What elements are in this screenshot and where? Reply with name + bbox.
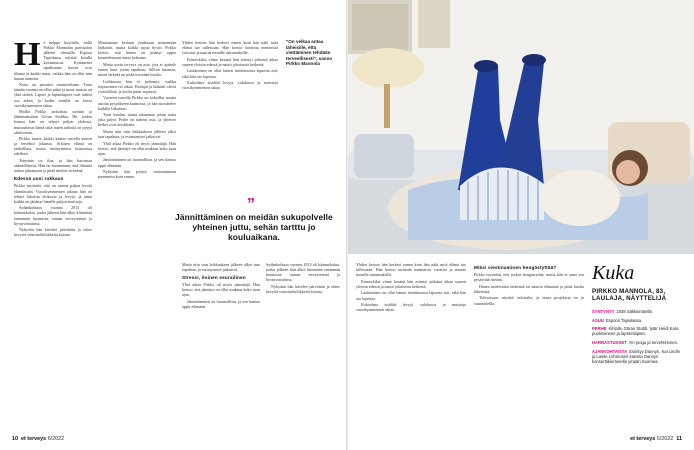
paragraph: Yhtä aikaa Pirkko oli myös jännittäjä. Hän kertoo, että jännitys on ollut mukana koko uran ajan.	[182, 282, 260, 298]
paragraph: Laulaminen on ollut hänen intohimonsa lapsesta asti, eikä hän aio lopettaa.	[182, 68, 278, 79]
article-column-6	[356, 262, 466, 432]
brand-name: et terveys	[21, 436, 47, 442]
paragraph: Nykyään hän pystyy rentoutumaan paremmin kuin ennen.	[98, 169, 176, 180]
paragraph: Mollia Pirkko tarkoittaa itseään ja lähimmäistään Göran Stubbia. He, joiden kanssa hän on tehnyt paljon yhdessä, muistuttavat häntä siitä miten tärkeää on pysyä aktiivisena.	[14, 109, 92, 135]
paragraph: Mutta usein terveys on asia, jota ei ajattele ennen kuin jotain tapahtuu. Silloin huomaa, miten tärkeää on pitää itsestään huolta.	[98, 61, 176, 78]
intro-paragraph: e helppo kuvitella, millä Pirkko Mannolan pariskalon jälkeen olemalla Espoon Tapiolassa näyttää kotalla kuvaamassa. Kymmenet tapahtumat kuvan ovat tilanne ja kaikki muut, vaikka hän on ollut niin kauan tunnettu.	[14, 40, 92, 81]
photo-caption: ”On velkaa antaa läheisille, että viettäminen tehdään terveellisesti”, sanoo Pirkko Mannola	[286, 39, 333, 67]
article-column-5	[266, 262, 340, 432]
article-column-4	[182, 262, 260, 432]
paragraph: Yhtä aikaa Pirkko oli myös jännittäjä. Hän kertoo, että jännitys on ollut mukana koko uran ajan.	[98, 140, 176, 156]
paragraph: Kokoelma sisältää levyjä, valokuvia ja muistoja vuosikymmenten takaa.	[182, 80, 278, 91]
fact-text: Esiintyy Dannyn, Kai Lindin ja Lasse Lehmusen kanssa Dannyn konserttikiertueella ympäri Suomea.	[592, 348, 680, 365]
fact-text: Espoon Tapiolassa.	[605, 317, 643, 323]
bio-name: PIRKKO MANNOLA, 83, LAULAJA, NÄYTTELIJÄ	[592, 288, 667, 303]
paragraph: Nykyään hän kävelee päivittäin ja tekee kevyitä voimisteluliikkeitä kotona.	[14, 227, 92, 238]
paragraph: Mutta niin vain leikkauksen jälkeen alkoi taas tapahtua, ja esiintymiset jatkuivat.	[98, 129, 176, 140]
paragraph: Pirkko myöntää, että on saanut paljon hyvää elämässään. Vuosikymmenten aikana hän on tehnyt lukuisia elokuvia ja levyjä, ja tämä kaikki on jättänyt hänelle paljon muistoja.	[14, 183, 92, 204]
fact-label: AJANKOHTAISTA	[592, 348, 628, 354]
article-column-1	[14, 40, 92, 432]
issue-number: 6/2022	[47, 436, 65, 442]
bio-fact	[592, 309, 684, 314]
subheading: Edessä uusi rukkaus	[14, 176, 64, 182]
paragraph: Kokoelma sisältää levyjä, valokuvia ja muistoja vuosikymmenten takaa.	[356, 302, 466, 313]
fact-text: Yin-jooga ja tervehtiminen.	[628, 340, 679, 346]
bio-fact	[592, 318, 684, 323]
bio-fact	[592, 326, 684, 336]
page-number: 10	[12, 436, 18, 442]
subheading: Stressi, iloinen seurailinen	[182, 275, 246, 281]
paragraph: Jännittäminen on luonnollista, ja sen kanssa oppii elämään.	[98, 157, 176, 168]
paragraph: Tulevaisuus näyttää valoisalta, ja uusia projekteja on jo suunnitteilla.	[474, 295, 584, 306]
paragraph: Notta on paratiisi suunniteltuna. Tuttu tänään vuonna on ollut pitkä ja moni muisto on yhtä tärkeä. Lapset ja lapsenlapset ovat tärkeä osa arkea, ja kodin seinillä on kuvia vuosikymmenten takaa.	[14, 82, 92, 108]
paragraph: Nykyään hän kävelee päivittäin ja tekee kevyitä voimisteluliikkeitä kotona.	[266, 283, 340, 294]
fact-label: ASUU	[592, 317, 604, 323]
fact-label: HARRASTUKSET	[592, 340, 627, 346]
paragraph: Pirkko myöntää, että joskus hengästyttää, mutta hän ei anna sen pysäyttää itseään.	[474, 272, 584, 283]
paragraph: Tytär kuuluu, mutta aikaansaa jotain uutta joka päivä. Perhe on tärkein asia, ja yhteiset hetket ovat arvokkaita.	[98, 112, 176, 128]
pull-quote: Jännittäminen on meidän sukupolvelle yhteinen juttu, sehän tartttu jo kouluaikana.	[175, 212, 333, 242]
paragraph: Jännittäminen on luonnollista, ja sen kanssa oppii elämään.	[182, 299, 260, 310]
paragraph: Leikkausta hän ei pelännyt, vaikka toipuminen vei aikaa. Hoitajat ja lääkärit olivat ystävällisiä, ja kotiin pääsi nopeasti.	[98, 78, 176, 94]
brand-name: et terveys	[630, 436, 656, 442]
paragraph: Esimerkiksi viime kesänä hän esiintyi pitkästä aikaa suuren yleisön edessä ja nautti jokaisesta hetkestä.	[182, 56, 278, 67]
paragraph: Hänen mielestään tärkeintä on nauttia elämästä ja pitää huolta läheisistä.	[474, 283, 584, 294]
paragraph: Pirkko tuntee kaikki kadun varrella asuvat ja tervehtii jokaista. Arkinen elämä on rauhallista, mutta esiintyminen kiinnostaa edelleen.	[14, 136, 92, 157]
paragraph: Yhden ketoon hän kerkesi ennen kuin hän näki mitä elämä tuo tullessaan. Hän kertoo tarinoita menneistä vuosista ja nauraa monille sattumuksille.	[182, 40, 278, 56]
fact-label: SYNTYNYT	[592, 308, 615, 314]
article-column-7	[474, 262, 584, 432]
drop-cap: H	[14, 40, 41, 73]
article-column-2	[98, 40, 176, 432]
bio-fact	[592, 340, 684, 345]
paragraph: Laulaminen on ollut hänen intohimonsa lapsesta asti, eikä hän aio lopettaa.	[356, 290, 466, 301]
issue-number: 6/2022	[656, 436, 674, 442]
paragraph: Muutamaan kertaan joudutaan menemään lääkäriin, mutta kaikki sujuu hyvin. Pirkko kertoo, että hänen on pitänyt oppia kuuntelemaan omaa kehoaan.	[98, 40, 176, 61]
subheading: Miksi viestinaminen hengästyttää?	[474, 265, 557, 270]
paragraph: Vuoteen varrella Pirkko on kokeillut monia asioita pysyäkseen kunnossa, ja hän suosittelee kaikille liikuntaa.	[98, 95, 176, 111]
bio-fact	[592, 349, 684, 365]
portrait-photo	[348, 0, 694, 254]
paragraph: Yhden ketoon hän kerkesi ennen kuin hän näki mitä elämä tuo tullessaan. Hän kertoo tarinoita menneistä vuosista ja nauraa monille sattumuksille.	[356, 262, 466, 278]
paragraph: Toiminta on iloa, ja hän harrastaa säännöllisesti. Hän on huomannut, että liikunta auttaa jaksamaan ja pitää mielen virkeänä.	[14, 158, 92, 174]
fact-text: 1938 Säkkinmäellä.	[616, 308, 653, 314]
quote-mark-icon: ”	[247, 196, 255, 213]
fact-label: PERHE	[592, 326, 607, 332]
paragraph: Mutta niin vain leikkauksen jälkeen alkoi taas tapahtua, ja esiintymiset jatkuivat.	[182, 262, 260, 273]
bio-sidebar	[592, 262, 684, 368]
footer-left	[12, 436, 64, 442]
page-number: 11	[676, 436, 682, 442]
photo-illustration	[348, 0, 694, 254]
article-column-3	[182, 40, 278, 198]
footer-right	[630, 436, 682, 442]
paragraph: Sydänkohtaus vuonna 2013 oli käännekohta, jonka jälkeen hän alkoi kiinnittää enemmän huomiota omaan terveyteensä ja hyvinvointiinsa.	[14, 205, 92, 226]
paragraph: Sydänkohtaus vuonna 2013 oli käännekohta, jonka jälkeen hän alkoi kiinnittää enemmän huomiota omaan terveyteensä ja hyvinvointiinsa.	[266, 262, 340, 283]
paragraph: Esimerkiksi viime kesänä hän esiintyi pitkästä aikaa suuren yleisön edessä ja nautti jokaisesta hetkestä.	[356, 278, 466, 289]
fact-text: Kihlattu Göran Stubb, tytär Heidi Kara puolisoineen ja lapsenlapset.	[592, 326, 679, 337]
sidebar-heading: Kuka	[592, 262, 635, 284]
